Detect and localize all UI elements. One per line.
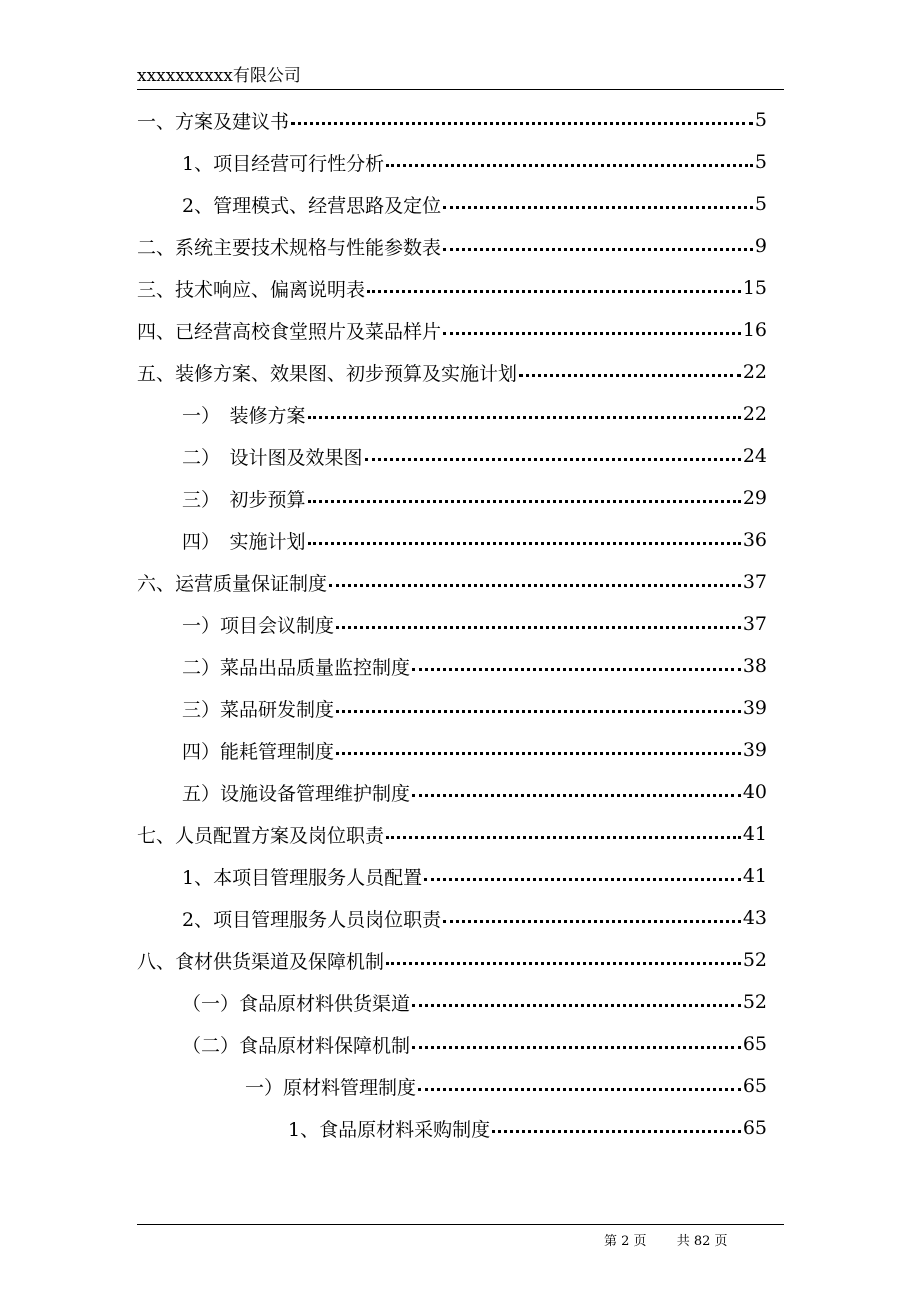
toc-entry[interactable] xyxy=(182,651,767,681)
toc-dot-leader xyxy=(519,374,741,377)
toc-entry-title: 三）菜品研发制度 xyxy=(182,698,335,721)
toc-entry-title: 二） 设计图及效果图 xyxy=(182,446,363,469)
toc-entry[interactable] xyxy=(182,693,767,723)
toc-entry-title: （一）食品原材料供货渠道 xyxy=(182,992,411,1015)
toc-dot-leader xyxy=(443,920,741,923)
toc-entry[interactable] xyxy=(182,189,767,219)
toc-entry-page: 41 xyxy=(742,823,767,845)
toc-dot-leader xyxy=(336,626,741,629)
toc-entry-title: 四、已经营高校食堂照片及菜品样片 xyxy=(137,320,442,343)
toc-entry-page: 39 xyxy=(742,739,767,761)
toc-dot-leader xyxy=(443,332,741,335)
toc-dot-leader xyxy=(386,164,753,167)
page-number: 第 2 页 xyxy=(604,1234,647,1249)
toc-entry[interactable] xyxy=(182,525,767,555)
toc-dot-leader xyxy=(308,500,741,503)
toc-entry[interactable] xyxy=(137,819,767,849)
toc-entry-title: 二、系统主要技术规格与性能参数表 xyxy=(137,236,442,259)
toc-entry-title: 二）菜品出品质量监控制度 xyxy=(182,656,411,679)
toc-entry-page: 40 xyxy=(742,781,767,803)
toc-dot-leader xyxy=(492,1130,741,1133)
toc-entry-page: 22 xyxy=(742,403,767,425)
footer xyxy=(604,1230,728,1249)
toc-dot-leader xyxy=(336,752,741,755)
toc-entry[interactable] xyxy=(182,483,767,513)
toc-dot-leader xyxy=(412,1004,741,1007)
toc-entry-page: 65 xyxy=(742,1033,767,1055)
toc-entry[interactable] xyxy=(182,987,767,1017)
toc-entry-page: 43 xyxy=(742,907,767,929)
toc-entry-title: 1、项目经营可行性分析 xyxy=(182,152,385,175)
toc-entry-page: 5 xyxy=(754,109,767,131)
toc-entry[interactable] xyxy=(288,1113,767,1143)
toc-entry-title: 五）设施设备管理维护制度 xyxy=(182,782,411,805)
toc-entry-page: 65 xyxy=(742,1117,767,1139)
toc-entry-title: 一）原材料管理制度 xyxy=(245,1076,417,1099)
toc-entry-page: 52 xyxy=(742,949,767,971)
toc-entry-title: 一、方案及建议书 xyxy=(137,110,290,133)
toc-entry[interactable] xyxy=(137,315,767,345)
toc-entry-page: 39 xyxy=(742,697,767,719)
toc-entry-title: 一） 装修方案 xyxy=(182,404,306,427)
toc-entry-page: 37 xyxy=(742,613,767,635)
toc-dot-leader xyxy=(291,122,753,125)
toc-entry-title: （二）食品原材料保障机制 xyxy=(182,1034,411,1057)
toc-entry-page: 5 xyxy=(754,151,767,173)
toc-dot-leader xyxy=(367,290,741,293)
toc-dot-leader xyxy=(386,962,741,965)
toc-entry[interactable] xyxy=(137,357,767,387)
toc-dot-leader xyxy=(418,1088,741,1091)
toc-entry[interactable] xyxy=(182,777,767,807)
toc-entry[interactable] xyxy=(182,399,767,429)
toc-entry-title: 1、食品原材料采购制度 xyxy=(288,1118,491,1141)
toc-dot-leader xyxy=(336,710,741,713)
toc-dot-leader xyxy=(386,836,741,839)
toc-dot-leader xyxy=(365,458,741,461)
toc-dot-leader xyxy=(412,794,741,797)
toc-dot-leader xyxy=(308,416,741,419)
toc-entry[interactable] xyxy=(137,945,767,975)
toc-entry-title: 六、运营质量保证制度 xyxy=(137,572,328,595)
toc-dot-leader xyxy=(412,668,741,671)
toc-entry-page: 29 xyxy=(742,487,767,509)
toc-entry[interactable] xyxy=(137,105,767,135)
toc-entry-page: 16 xyxy=(742,319,767,341)
toc-entry-title: 五、装修方案、效果图、初步预算及实施计划 xyxy=(137,362,518,385)
header-company-name: xxxxxxxxxx有限公司 xyxy=(137,66,301,86)
footer-divider xyxy=(137,1224,784,1225)
toc-entry-title: 一）项目会议制度 xyxy=(182,614,335,637)
toc-entry[interactable] xyxy=(137,273,767,303)
toc-entry[interactable] xyxy=(182,441,767,471)
toc-entry-page: 9 xyxy=(754,235,767,257)
header-divider xyxy=(137,89,784,90)
toc-dot-leader xyxy=(443,206,753,209)
toc-entry-page: 15 xyxy=(742,277,767,299)
toc-dot-leader xyxy=(329,584,741,587)
toc-entry-page: 52 xyxy=(742,991,767,1013)
toc-entry-title: 七、人员配置方案及岗位职责 xyxy=(137,824,385,847)
toc-entry-page: 37 xyxy=(742,571,767,593)
toc-entry[interactable] xyxy=(182,903,767,933)
toc-entry[interactable] xyxy=(182,861,767,891)
toc-entry-title: 四） 实施计划 xyxy=(182,530,306,553)
toc-entry-page: 38 xyxy=(742,655,767,677)
toc-entry[interactable] xyxy=(182,609,767,639)
toc-entry-page: 5 xyxy=(754,193,767,215)
toc-entry-title: 三、技术响应、偏离说明表 xyxy=(137,278,366,301)
toc-entry[interactable] xyxy=(137,231,767,261)
toc-dot-leader xyxy=(308,542,741,545)
toc-dot-leader xyxy=(424,878,741,881)
page-total: 共 82 页 xyxy=(676,1234,728,1249)
toc-entry-title: 四）能耗管理制度 xyxy=(182,740,335,763)
toc-entry-title: 八、食材供货渠道及保障机制 xyxy=(137,950,385,973)
toc-entry-page: 22 xyxy=(742,361,767,383)
toc-dot-leader xyxy=(412,1046,741,1049)
toc-entry-page: 24 xyxy=(742,445,767,467)
toc-entry[interactable] xyxy=(182,1029,767,1059)
toc-entry-title: 1、本项目管理服务人员配置 xyxy=(182,866,423,889)
toc-entry-title: 2、管理模式、经营思路及定位 xyxy=(182,194,442,217)
toc-entry-page: 36 xyxy=(742,529,767,551)
toc-entry-page: 65 xyxy=(742,1075,767,1097)
toc-entry[interactable] xyxy=(137,567,767,597)
toc-entry[interactable] xyxy=(245,1071,767,1101)
toc-entry[interactable] xyxy=(182,147,767,177)
toc-entry[interactable] xyxy=(182,735,767,765)
toc-entry-title: 2、项目管理服务人员岗位职责 xyxy=(182,908,442,931)
toc-dot-leader xyxy=(443,248,753,251)
toc-entry-title: 三） 初步预算 xyxy=(182,488,306,511)
toc-entry-page: 41 xyxy=(742,865,767,887)
